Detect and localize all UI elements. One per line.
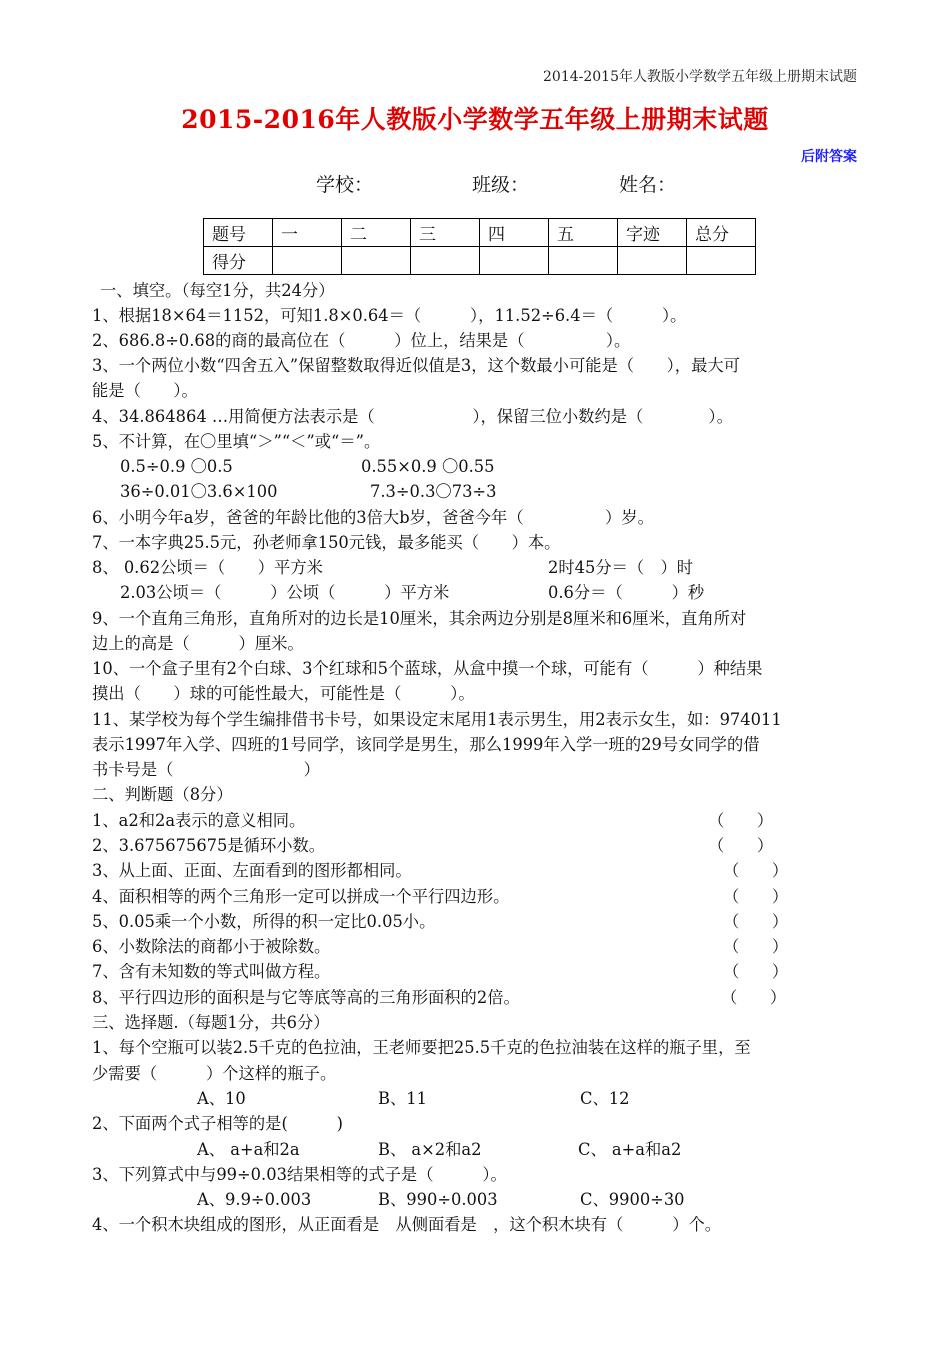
judge-item: 5、0.05乘一个小数，所得的积一定比0.05小。: [92, 912, 436, 931]
question-1-11-cont2: 书卡号是（ ）: [92, 760, 320, 779]
choice-question-1: 1、每个空瓶可以装2.5千克的色拉油，王老师要把25.5千克的色拉油装在这样的瓶子里，至: [92, 1038, 751, 1057]
question-1-2: 2、686.8÷0.68的商的最高位在（ ）位上，结果是（ ）。: [92, 331, 631, 350]
answer-note: 后附答案: [801, 149, 857, 165]
score-blank[interactable]: [687, 247, 756, 275]
judge-item: 7、含有未知数的等式叫做方程。: [92, 962, 331, 981]
question-1-11: 11、某学校为每个学生编排借书卡号，如果设定末尾用1表示男生，用2表示女生，如：974011: [92, 710, 782, 729]
question-1-8-b: 2时45分＝（ ）时: [548, 558, 694, 577]
score-cell: 题号: [204, 219, 273, 247]
score-blank[interactable]: [411, 247, 480, 275]
judge-item: 4、面积相等的两个三角形一定可以拼成一个平行四边形。: [92, 887, 510, 906]
score-cell: 二: [342, 219, 411, 247]
score-blank[interactable]: [342, 247, 411, 275]
name-label: 姓名：: [619, 174, 677, 196]
score-table: [203, 218, 756, 275]
question-1-7: 7、一本字典25.5元，孙老师拿150元钱，最多能买（ ）本。: [92, 533, 561, 552]
score-blank[interactable]: [273, 247, 342, 275]
question-1-5-b: 0.55×0.9 〇0.55: [361, 457, 495, 476]
answer-paren[interactable]: （ ）: [708, 836, 774, 855]
question-1-8-a: 8、 0.62公顷＝（ ）平方米: [92, 558, 323, 577]
choice-option[interactable]: B、11: [378, 1089, 427, 1108]
question-1-4: 4、34.864864 …用简便方法表示是（ ），保留三位小数约是（ ）。: [92, 407, 733, 426]
question-1-8-d: 0.6分＝（ ）秒: [548, 583, 705, 602]
question-1-3-cont: 能是（ ）。: [92, 381, 198, 400]
answer-paren[interactable]: （ ）: [708, 811, 774, 830]
choice-option[interactable]: C、12: [580, 1089, 630, 1108]
score-cell: 五: [549, 219, 618, 247]
section3-heading: 三、选择题.（每题1分，共6分）: [92, 1013, 330, 1032]
question-1-9: 9、一个直角三角形，直角所对的边长是10厘米，其余两边分别是8厘米和6厘米，直角所对: [92, 609, 747, 628]
answer-paren[interactable]: （ ）: [723, 887, 789, 906]
score-cell: 总分: [687, 219, 756, 247]
section1-heading: 一、填空。（每空1分，共24分）: [100, 281, 335, 300]
question-1-10: 10、一个盒子里有2个白球、3个红球和5个蓝球，从盒中摸一个球，可能有（ ）种结果: [92, 659, 763, 678]
page-title: 2015-2016年人教版小学数学五年级上册期末试题: [181, 105, 769, 134]
answer-paren[interactable]: （ ）: [723, 962, 789, 981]
score-cell: 一: [273, 219, 342, 247]
score-table-score-row: [204, 247, 756, 275]
question-1-5-a: 0.5÷0.9 〇0.5: [120, 457, 233, 476]
score-blank[interactable]: [480, 247, 549, 275]
school-label: 学校：: [316, 174, 374, 196]
choice-question-3: 3、下列算式中与99÷0.03结果相等的式子是（ ）。: [92, 1165, 507, 1184]
judge-item: 1、a2和2a表示的意义相同。: [92, 811, 306, 830]
score-blank[interactable]: [618, 247, 687, 275]
judge-item: 8、平行四边形的面积是与它等底等高的三角形面积的2倍。: [92, 988, 520, 1007]
question-1-3: 3、一个两位小数“四舍五入”保留整数取得近似值是3，这个数最小可能是（ ），最大可: [92, 356, 740, 375]
running-header: 2014-2015年人教版小学数学五年级上册期末试题: [543, 69, 857, 85]
score-cell: 四: [480, 219, 549, 247]
score-cell: 三: [411, 219, 480, 247]
judge-item: 3、从上面、正面、左面看到的图形都相同。: [92, 861, 412, 880]
choice-question-4: 4、一个积木块组成的图形，从正面看是 从侧面看是 ，这个积木块有（ ）个。: [92, 1215, 722, 1234]
question-1-1: 1、根据18×64＝1152，可知1.8×0.64＝（ ），11.52÷6.4＝（ ）。: [92, 306, 687, 325]
question-1-5-d: 7.3÷0.3〇73÷3: [370, 482, 497, 501]
choice-option[interactable]: C、9900÷30: [580, 1190, 685, 1209]
score-label: 得分: [204, 247, 273, 275]
score-blank[interactable]: [549, 247, 618, 275]
choice-option[interactable]: A、10: [197, 1089, 246, 1108]
judge-item: 6、小数除法的商都小于被除数。: [92, 937, 331, 956]
question-1-10-cont: 摸出（ ）球的可能性最大，可能性是（ ）。: [92, 684, 475, 703]
answer-paren[interactable]: （ ）: [721, 988, 787, 1007]
choice-option[interactable]: A、9.9÷0.003: [197, 1190, 312, 1209]
question-1-9-cont: 边上的高是（ ）厘米。: [92, 634, 304, 653]
judge-item: 2、3.675675675是循环小数。: [92, 836, 326, 855]
choice-question-2: 2、下面两个式子相等的是( ): [92, 1114, 344, 1133]
answer-paren[interactable]: （ ）: [723, 861, 789, 880]
score-table-header-row: [204, 219, 756, 247]
answer-paren[interactable]: （ ）: [723, 937, 789, 956]
choice-question-1-cont: 少需要（ ）个这样的瓶子。: [92, 1064, 337, 1083]
question-1-11-cont: 表示1997年入学、四班的1号同学，该同学是男生，那么1999年入学一班的29号女同学的借: [92, 735, 760, 754]
choice-option[interactable]: B、990÷0.003: [378, 1190, 498, 1209]
section2-heading: 二、判断题（8分）: [92, 785, 233, 804]
choice-option[interactable]: C、 a+a和a2: [578, 1140, 682, 1159]
question-1-5: 5、不计算，在〇里填“＞”“＜”或“＝”。: [92, 432, 381, 451]
question-1-6: 6、小明今年a岁，爸爸的年龄比他的3倍大b岁，爸爸今年（ ）岁。: [92, 508, 654, 527]
question-1-5-c: 36÷0.01〇3.6×100: [120, 482, 278, 501]
score-cell: 字迹: [618, 219, 687, 247]
choice-option[interactable]: B、 a×2和a2: [378, 1140, 482, 1159]
class-label: 班级：: [472, 174, 530, 196]
answer-paren[interactable]: （ ）: [723, 912, 789, 931]
choice-option[interactable]: A、 a+a和2a: [197, 1140, 300, 1159]
question-1-8-c: 2.03公顷＝（ ）公顷（ ）平方米: [120, 583, 450, 602]
